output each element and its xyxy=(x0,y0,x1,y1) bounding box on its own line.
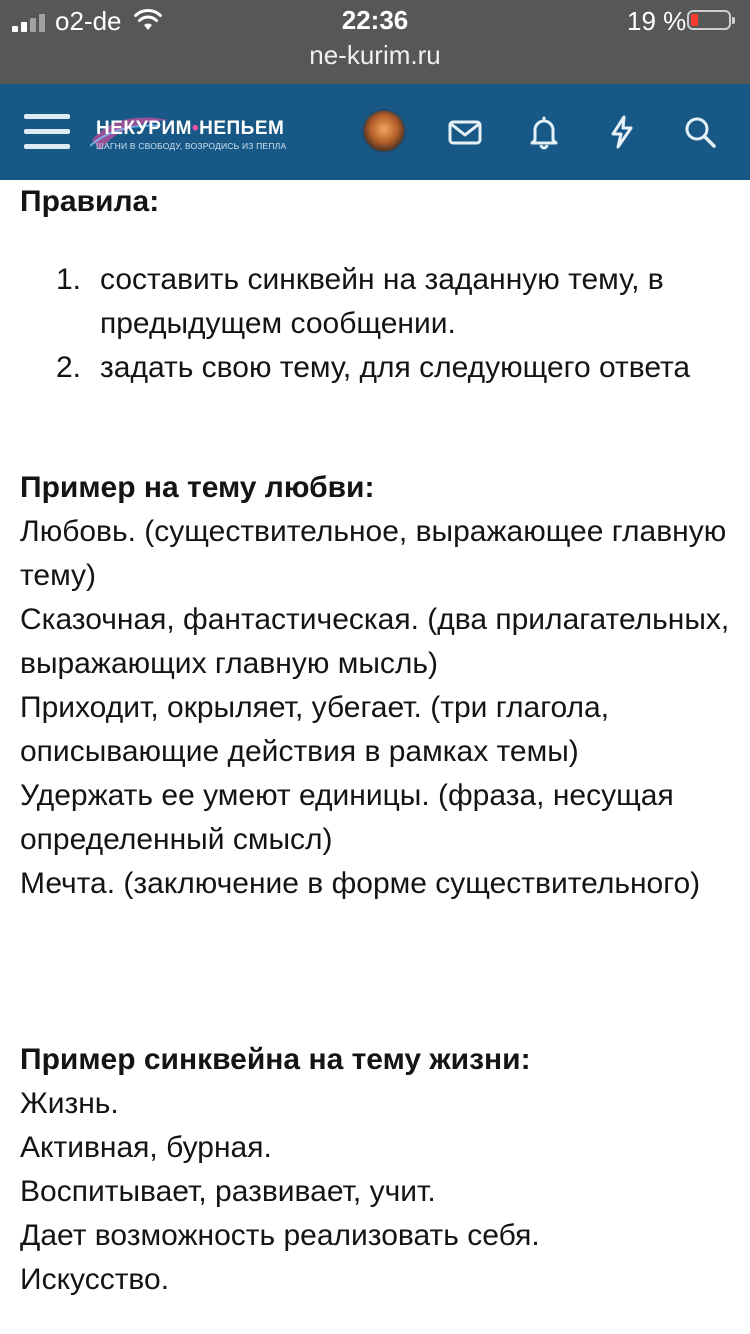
bell-icon[interactable] xyxy=(526,114,562,150)
carrier-name: o2-de xyxy=(55,6,122,36)
rules-heading: Правила: xyxy=(20,185,160,218)
example-line: Воспитывает, развивает, учит. xyxy=(20,1175,436,1208)
envelope-icon[interactable] xyxy=(447,114,483,150)
example-heading: Пример синквейна на тему жизни: xyxy=(20,1043,531,1076)
battery-percent: 19 % xyxy=(627,6,687,36)
status-time: 22:36 xyxy=(341,5,409,35)
example-heading: Пример на тему любви: xyxy=(20,471,375,504)
rule-text: составить синквейн на заданную тему, в предыдущем сообщении. xyxy=(100,263,664,340)
avatar[interactable] xyxy=(362,109,406,153)
status-bar xyxy=(0,0,750,84)
logo-title: НЕКУРИМ•НЕПЬЕМ xyxy=(96,118,285,139)
logo-tagline: ШАГНИ В СВОБОДУ, ВОЗРОДИСЬ ИЗ ПЕПЛА xyxy=(96,141,287,151)
example-line: Сказочная, фантастическая. (два прилагательных, выражающих главную мысль) xyxy=(20,603,730,680)
example-line: Искусство. xyxy=(20,1263,170,1296)
search-icon[interactable] xyxy=(682,114,718,150)
example-line: Жизнь. xyxy=(20,1087,119,1120)
list-item: 2. задать свою тему, для следующего ответа xyxy=(56,351,691,384)
example-line: Активная, бурная. xyxy=(20,1131,272,1164)
site-logo[interactable] xyxy=(96,116,306,156)
example-line: Любовь. (существительное, выражающее главную тему) xyxy=(20,515,727,592)
address-bar-url[interactable]: ne-kurim.ru xyxy=(309,40,441,70)
lightning-icon[interactable] xyxy=(604,114,640,150)
example-love xyxy=(20,466,735,906)
rule-text: задать свою тему, для следующего ответа xyxy=(100,351,691,384)
example-life xyxy=(20,1038,735,1302)
example-line: Дает возможность реализовать себя. xyxy=(20,1219,540,1252)
menu-icon[interactable] xyxy=(24,112,70,152)
list-item: 1. составить синквейн на заданную тему, в предыдущем сообщении. xyxy=(56,263,664,340)
rules-list xyxy=(20,258,735,390)
example-line: Приходит, окрыляет, убегает. (три глагола, описывающие действия в рамках темы) xyxy=(20,691,610,768)
bottom-edge xyxy=(0,1322,750,1334)
battery-icon xyxy=(687,10,731,30)
example-line: Мечта. (заключение в форме существительного) xyxy=(20,867,701,900)
site-header xyxy=(0,84,750,180)
example-line: Удержать ее умеют единицы. (фраза, несущая определенный смысл) xyxy=(20,779,674,856)
